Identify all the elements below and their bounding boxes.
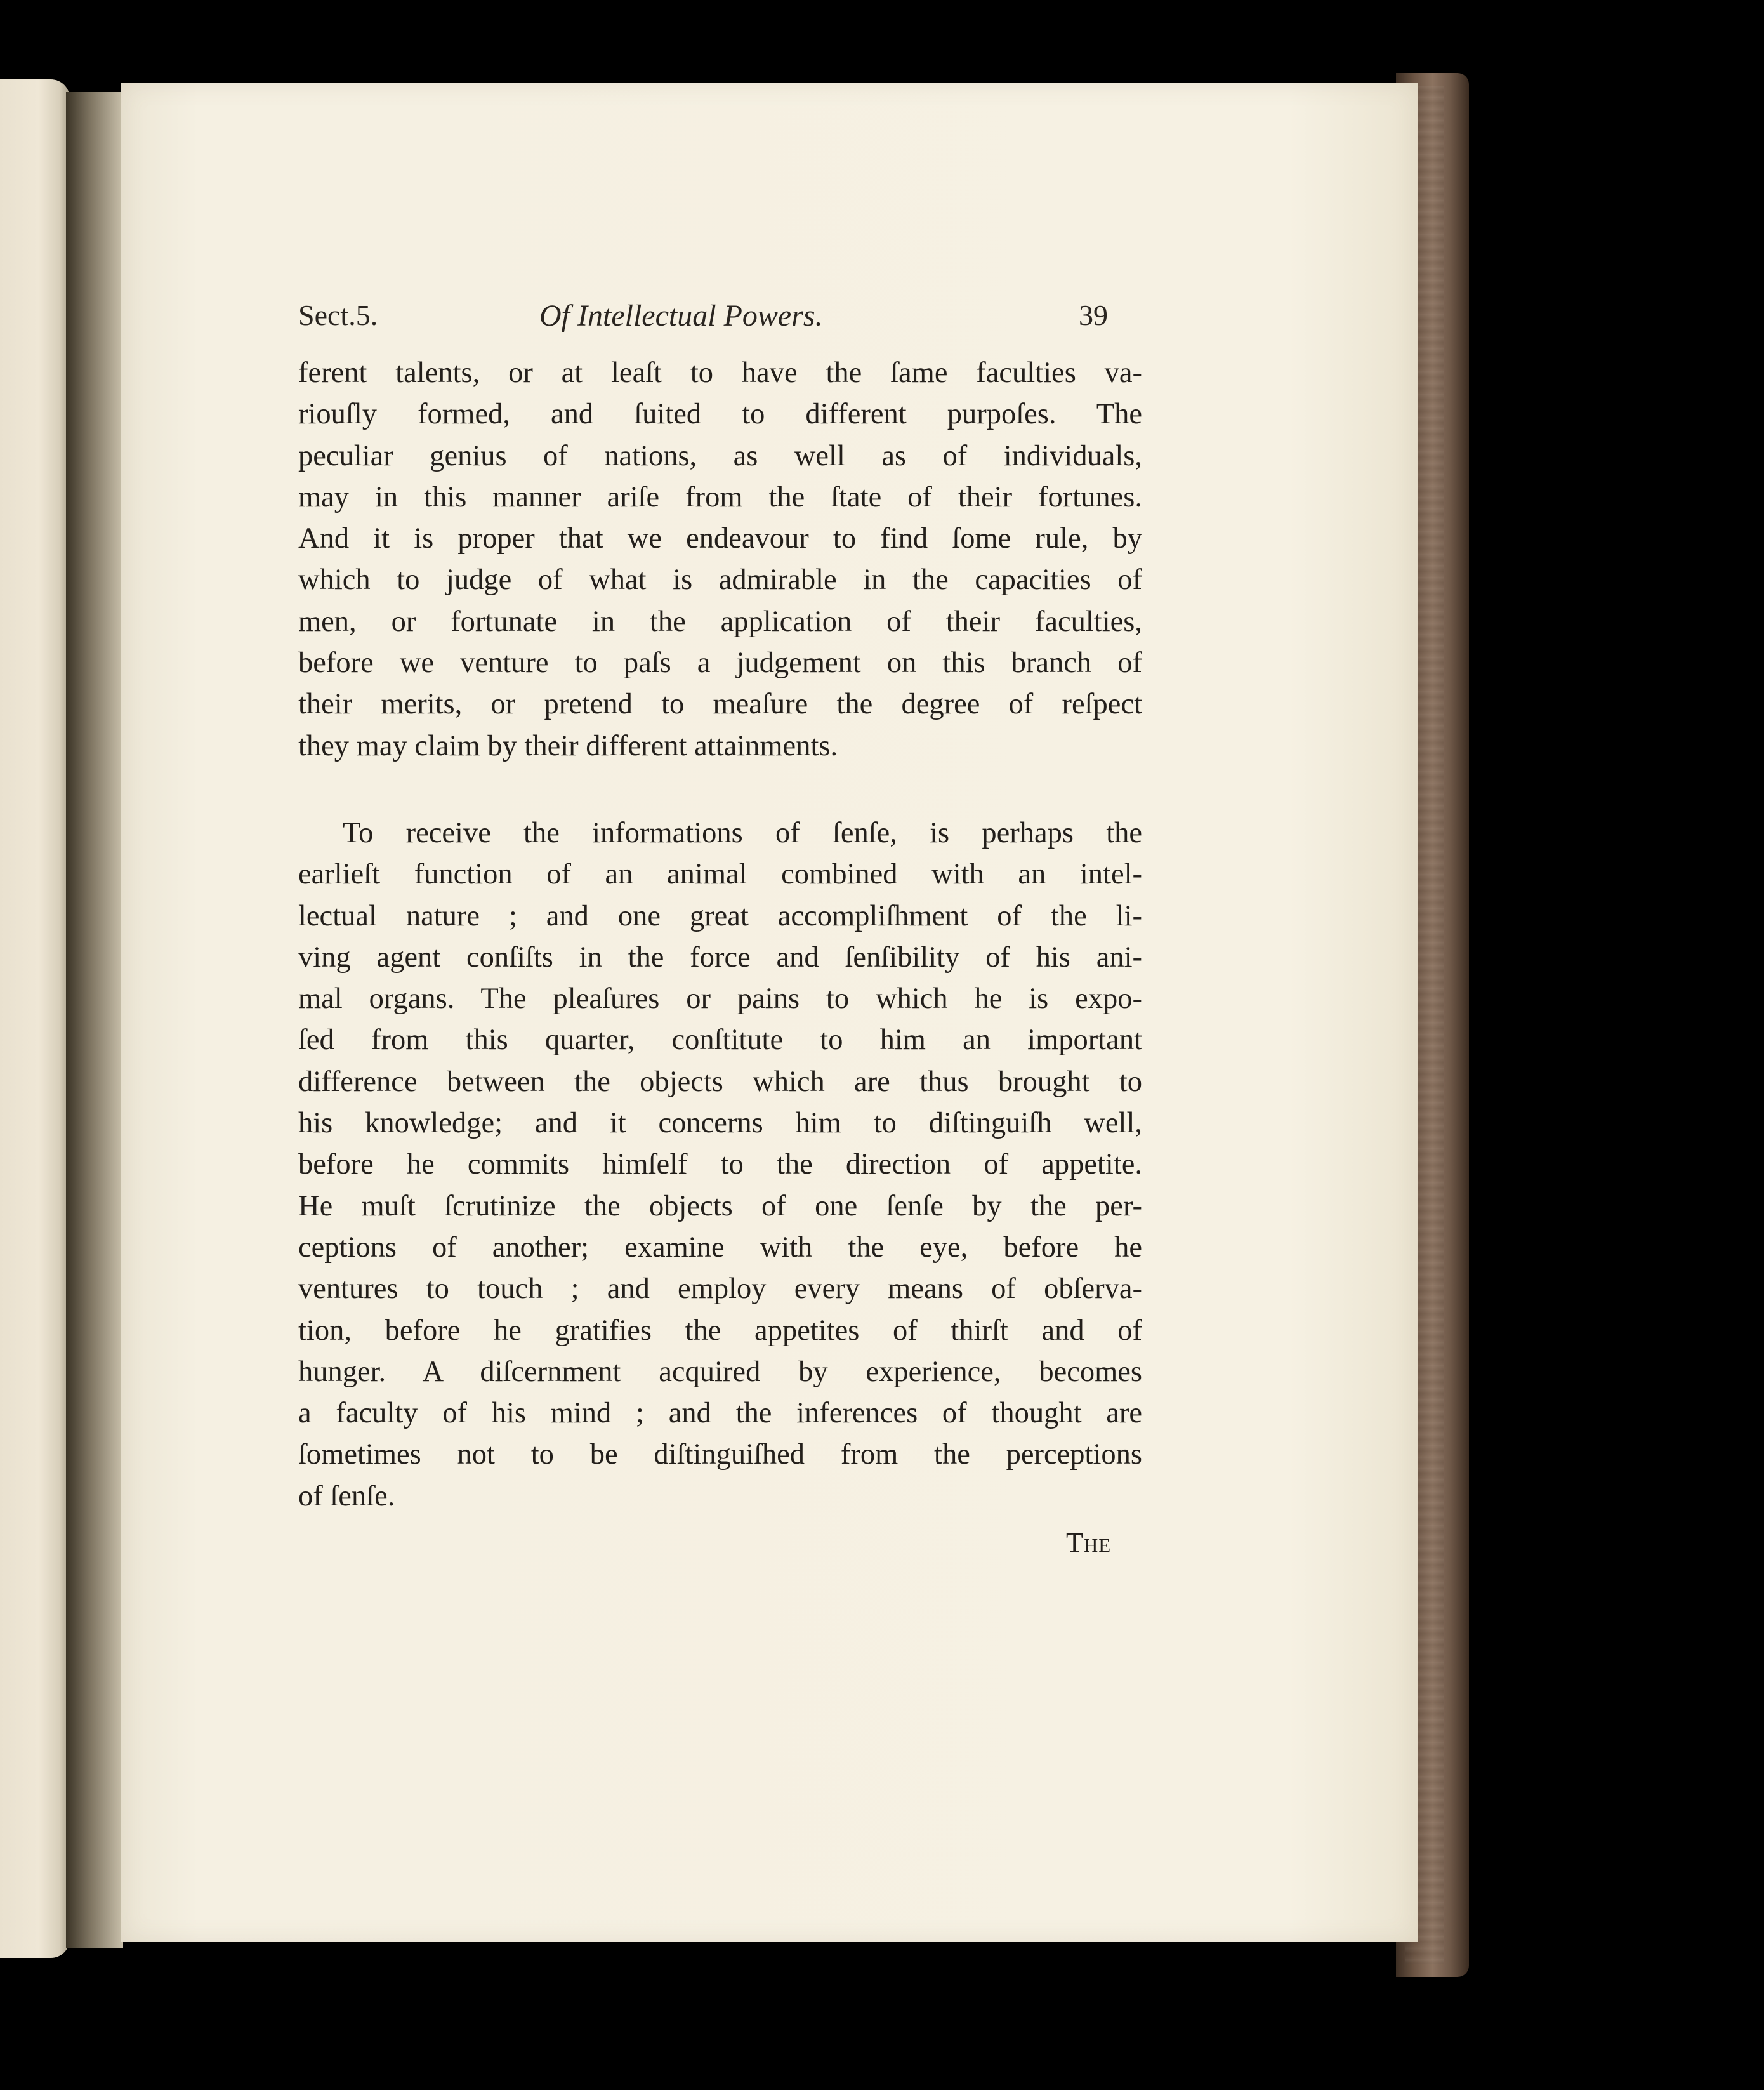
text-line: before we venture to paſs a judgement on this branch of: [298, 647, 1142, 680]
text-line: difference between the objects which are thus brought to: [298, 1065, 1142, 1098]
text-line: may in this manner ariſe from the ſtate of their fortunes.: [298, 480, 1142, 513]
book-gutter: [66, 92, 123, 1948]
page-number: 39: [1079, 299, 1108, 331]
text-line: ceptions of another; examine with the eye, before he: [298, 1231, 1142, 1264]
text-line: ventures to touch ; and employ every means of obſerva-: [298, 1273, 1142, 1306]
text-line: ſometimes not to be diſtinguiſhed from the perceptions: [298, 1438, 1142, 1471]
running-title: Of Intellectual Powers.: [539, 299, 823, 333]
text-line: men, or fortunate in the application of their faculties,: [298, 605, 1142, 638]
paragraph-1: [298, 352, 1142, 767]
text-line: before he commits himſelf to the direction of appetite.: [298, 1148, 1142, 1181]
running-head: [298, 298, 1123, 343]
text-line: they may claim by their different attainments.: [298, 729, 838, 762]
text-line: ſed from this quarter, conſtitute to him an important: [298, 1024, 1142, 1057]
paragraph-2: [298, 812, 1142, 1517]
text-line: To receive the informations of ſenſe, is perhaps the: [343, 817, 1142, 849]
text-line: of ſenſe.: [298, 1479, 395, 1512]
text-line: earlieſt function of an animal combined with an intel-: [298, 858, 1142, 891]
text-line: ferent talents, or at leaſt to have the ſame faculties va-: [298, 357, 1142, 389]
previous-page-edge: [0, 79, 70, 1958]
section-marker: Sect.5.: [298, 299, 378, 331]
text-line: mal organs. The pleaſures or pains to which he is expo-: [298, 982, 1142, 1015]
text-line: lectual nature ; and one great accompliſhment of the li-: [298, 899, 1142, 932]
catchword: The: [1066, 1527, 1112, 1558]
text-line: his knowledge; and it concerns him to diſtinguiſh well,: [298, 1107, 1142, 1140]
text-line: And it is proper that we endeavour to find ſome rule, by: [298, 522, 1142, 555]
text-line: tion, before he gratifies the appetites of thirſt and of: [298, 1314, 1142, 1347]
text-line: their merits, or pretend to meaſure the degree of reſpect: [298, 688, 1142, 721]
text-line: peculiar genius of nations, as well as of individuals,: [298, 439, 1142, 472]
text-line: riouſly formed, and ſuited to different purpoſes. The: [298, 398, 1142, 431]
text-line: hunger. A diſcernment acquired by experience, becomes: [298, 1355, 1142, 1388]
text-line: which to judge of what is admirable in the capacities of: [298, 564, 1142, 597]
text-line: He muſt ſcrutinize the objects of one ſenſe by the per-: [298, 1189, 1142, 1222]
text-line: ving agent conſiſts in the force and ſenſibility of his ani-: [298, 941, 1142, 974]
text-line: a faculty of his mind ; and the inferences of thought are: [298, 1397, 1142, 1430]
